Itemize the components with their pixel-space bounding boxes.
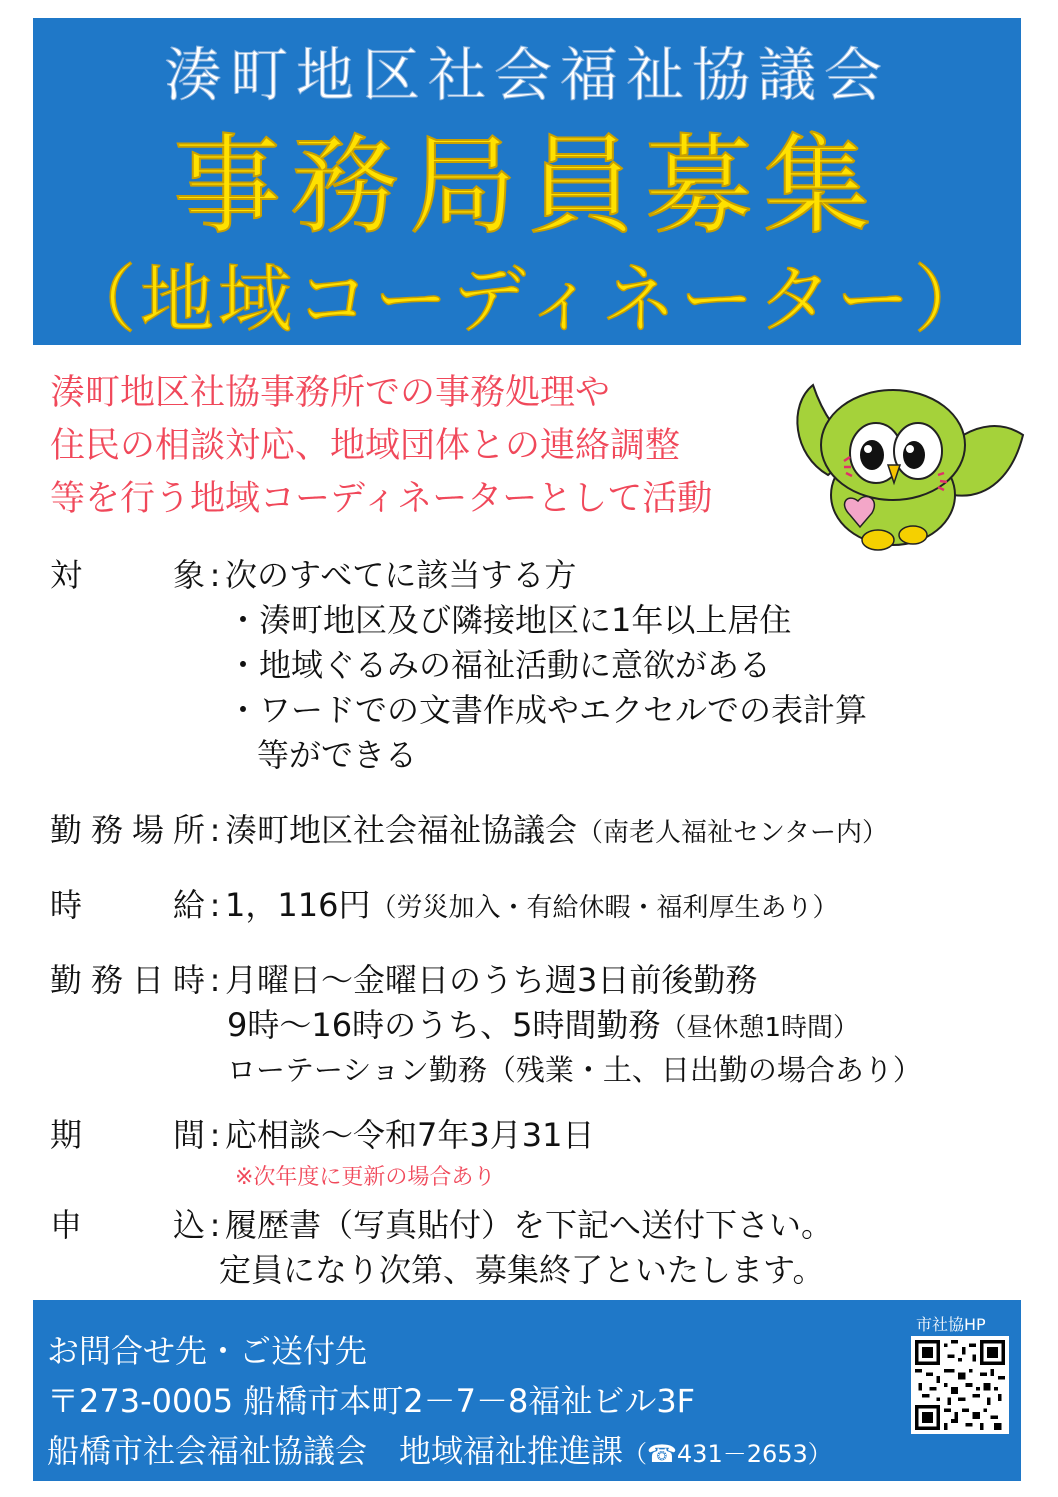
contact-heading: お問合せ先・ご送付先	[47, 1332, 368, 1370]
apply-row	[50, 1203, 833, 1248]
location-value: 湊町地区社会福祉協議会	[225, 811, 578, 849]
period-label: 期間	[50, 1116, 205, 1154]
target-line: ・地域ぐるみの福祉活動に意欲がある	[227, 646, 772, 684]
colon: :	[209, 811, 221, 849]
period-value: 応相談～令和7年3月31日	[225, 1116, 595, 1154]
apply-label: 申込	[50, 1206, 205, 1244]
contact-footer	[33, 1300, 1021, 1481]
target-line: ・ワードでの文書作成やエクセルでの表計算	[227, 691, 868, 729]
office-name: 船橋市社会福祉協議会 地域福祉推進課	[47, 1432, 624, 1470]
colon: :	[209, 1116, 221, 1154]
qr-code-icon[interactable]	[911, 1336, 1009, 1434]
qr-label: 市社協HP	[916, 1315, 986, 1334]
target-line: ・湊町地区及び隣接地区に1年以上居住	[227, 601, 792, 639]
intro-line: 等を行う地域コーディネーターとして活動	[50, 479, 713, 519]
owl-mascot-icon	[788, 375, 1028, 553]
contact-office	[47, 1432, 832, 1470]
location-label: 勤務場所	[50, 811, 205, 849]
target-line: 次のすべてに該当する方	[225, 556, 577, 594]
schedule-line	[227, 1003, 859, 1051]
intro-line: 住民の相談対応、地域団体との連絡調整	[50, 426, 681, 466]
page-title: 事務局員募集	[172, 124, 881, 249]
colon: :	[209, 886, 221, 924]
phone-number: （☎431－2653）	[623, 1440, 832, 1468]
intro-line: 湊町地区社協事務所での事務処理や	[50, 373, 611, 413]
location-row	[50, 808, 888, 856]
page-subtitle: （地域コーディネーター）	[61, 257, 993, 343]
schedule-label: 勤務日時	[50, 961, 205, 999]
period-row	[50, 1113, 594, 1158]
header-banner	[33, 18, 1021, 345]
apply-line: 定員になり次第、募集終了といたします。	[219, 1251, 825, 1289]
location-note: （南老人福祉センター内）	[577, 818, 888, 848]
wage-row	[50, 883, 838, 931]
target-label: 対象	[50, 556, 205, 594]
wage-note: （労災加入・有給休暇・福利厚生あり）	[370, 893, 839, 923]
wage-label: 時給	[50, 886, 205, 924]
target-line: 等ができる	[257, 736, 418, 774]
apply-line: 履歴書（写真貼付）を下記へ送付下さい。	[225, 1206, 834, 1244]
wage-value: 1，116円	[225, 886, 371, 924]
intro-text	[50, 367, 712, 526]
schedule-note: （昼休憩1時間）	[660, 1013, 859, 1043]
period-note: ※次年度に更新の場合あり	[235, 1165, 496, 1190]
schedule-line: ローテーション勤務（残業・土、日出勤の場合あり）	[227, 1053, 922, 1087]
colon: :	[209, 1206, 221, 1244]
contact-address: 〒273-0005 船橋市本町2－7－8福祉ビル3F	[47, 1382, 696, 1420]
colon: :	[209, 961, 221, 999]
target-row	[50, 553, 576, 598]
organization-name: 湊町地区社会福祉協議会	[163, 41, 890, 109]
schedule-line: 月曜日～金曜日のうち週3日前後勤務	[225, 961, 758, 999]
schedule-row	[50, 958, 757, 1003]
colon: :	[209, 556, 221, 594]
schedule-line-text: 9時～16時のうち、5時間勤務	[227, 1006, 661, 1044]
